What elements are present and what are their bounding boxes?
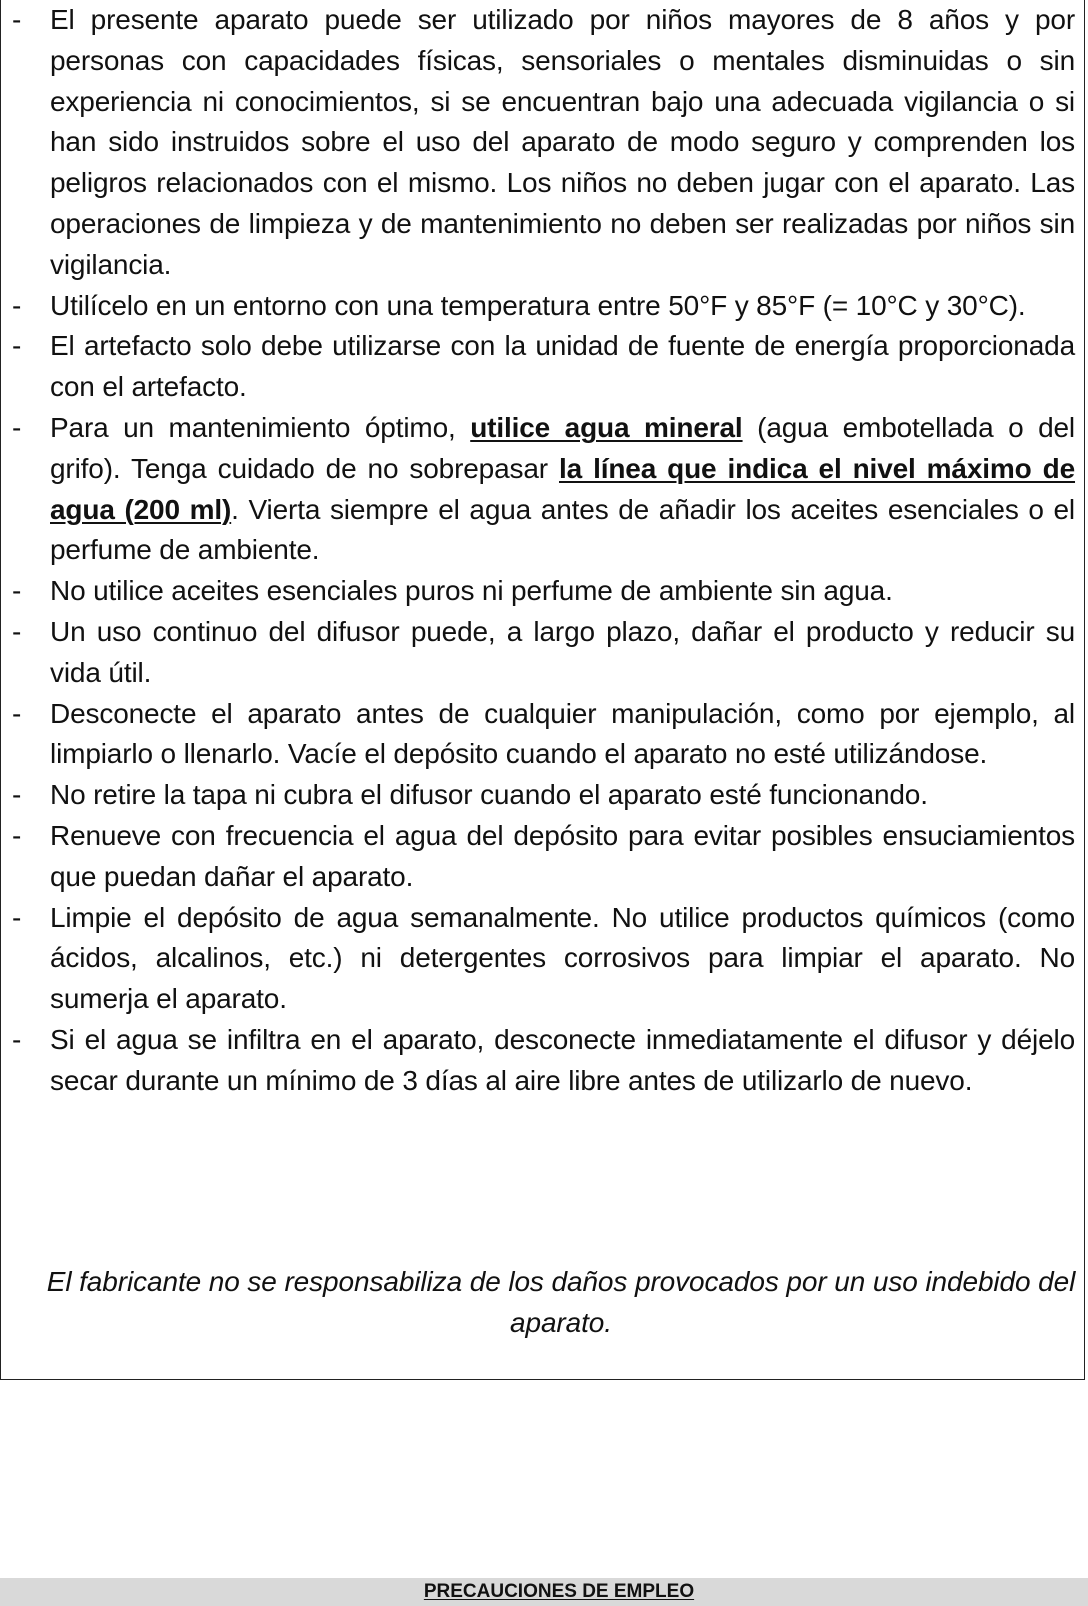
precaution-item — [0, 612, 1075, 694]
bullet-dash: - — [12, 615, 22, 647]
bullet-dash: - — [12, 411, 22, 443]
bullet-dash: - — [12, 697, 22, 729]
precaution-text: Renueve con frecuencia el agua del depósito para evitar posibles ensuciamientos que puedan dañar el aparato. — [50, 819, 1075, 892]
precaution-text: Desconecte el aparato antes de cualquier manipulación, como por ejemplo, al limpiarlo o llenarlo. Vacíe el depósito cuando el aparato no esté utilizándose. — [50, 697, 1075, 770]
precaution-item — [0, 326, 1075, 408]
precaution-text: . Vierta siempre el agua antes de añadir los aceites esenciales o el perfume de ambiente. — [50, 493, 1075, 566]
precaution-text: (agua embotellada o del grifo). Tenga cuidado de no sobrepasar — [50, 411, 1076, 484]
manufacturer-disclaimer: El fabricante no se responsabiliza de los daños provocados por un uso indebido del aparato. — [46, 1266, 1076, 1338]
bullet-dash: - — [12, 819, 22, 851]
precaution-text: Limpie el depósito de agua semanalmente. No utilice productos químicos (como ácidos, alcalinos, etc.) ni detergentes corrosivos para limpiar el aparato. No sumerja el aparato. — [50, 901, 1075, 1015]
precaution-text: No utilice aceites esenciales puros ni perfume de ambiente sin agua. — [50, 575, 893, 607]
bullet-dash: - — [12, 901, 22, 933]
precaution-text: El presente aparato puede ser utilizado por niños mayores de 8 años y por personas con capacidades físicas, sensoriales o mentales disminuidas o sin experiencia ni conocimientos, si se encuentran bajo una adecuada vigilancia o si han sido instruidos sobre el uso del aparato de modo seguro y comprenden los peligros relacionados con el mismo. Los niños no deben jugar con el aparato. Las operaciones de limpieza y de mantenimiento no deben ser realizadas por niños sin vigilancia. — [50, 4, 1075, 280]
precaution-text: Utilícelo en un entorno con una temperatura entre 50°F y 85°F (= 10°C y 30°C). — [50, 289, 1026, 321]
bullet-dash: - — [12, 330, 22, 362]
precaution-item — [0, 775, 1075, 816]
mineral-water-emphasis: utilice agua mineral — [470, 411, 743, 443]
precaution-text: No retire la tapa ni cubra el difusor cuando el aparato esté funcionando. — [50, 779, 928, 811]
precaution-item-water — [0, 408, 1075, 571]
bullet-dash: - — [12, 4, 22, 35]
precaution-item — [0, 0, 1075, 286]
bullet-dash: - — [12, 1023, 22, 1055]
precaution-text: Si el agua se infiltra en el aparato, desconecte inmediatamente el difusor y déjelo secar durante un mínimo de 3 días al aire libre antes de utilizarlo de nuevo. — [50, 1023, 1075, 1096]
bullet-dash: - — [12, 575, 22, 607]
precaution-item — [0, 694, 1075, 776]
max-water-level-emphasis: la línea que indica el nivel máximo de agua (200 ml) — [50, 452, 1076, 525]
section-footer-band — [0, 1578, 1088, 1606]
precaution-text: El artefacto solo debe utilizarse con la unidad de fuente de energía proporcionada con el artefacto. — [50, 330, 1075, 403]
bullet-dash: - — [12, 289, 22, 321]
bullet-dash: - — [12, 779, 22, 811]
precaution-item — [0, 1020, 1075, 1102]
precaution-item — [0, 816, 1075, 898]
precaution-item — [0, 898, 1075, 1020]
precaution-text: Un uso continuo del difusor puede, a largo plazo, dañar el producto y reducir su vida útil. — [50, 615, 1075, 688]
precaution-item — [0, 286, 1075, 327]
section-title: PRECAUCIONES DE EMPLEO — [423, 1581, 695, 1602]
precaution-item — [0, 571, 1075, 612]
precaution-text: Para un mantenimiento óptimo, — [50, 411, 471, 443]
